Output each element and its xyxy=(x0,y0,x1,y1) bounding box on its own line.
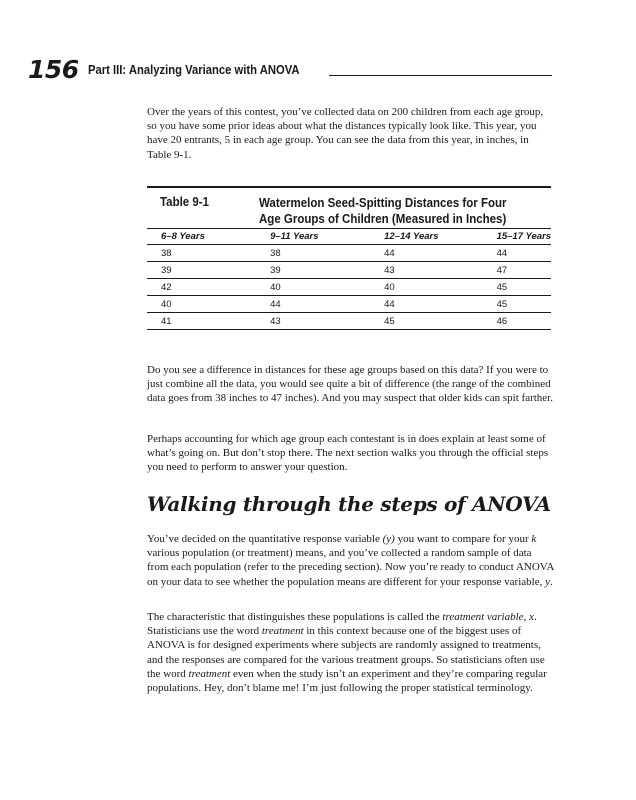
table-header-row xyxy=(147,229,551,245)
table-caption xyxy=(147,188,551,228)
table-title-line-1: Watermelon Seed-Spitting Distances for Four xyxy=(259,196,507,210)
table-cell: 47 xyxy=(483,262,551,279)
table-number: Table 9-1 xyxy=(160,195,210,209)
column-header: 9–11 Years xyxy=(256,229,370,245)
table-cell: 40 xyxy=(147,296,256,313)
text-run: various population (or treatment) means, and you’ve collected a random sample of data from each population (refer to the preceding section). Now you’re ready to conduct ANOVA on your data to see whether the population means are different for your response variable, xyxy=(147,547,554,588)
text-run: in this context because one of the biggest uses of ANOVA is for designed experiments where subjects are randomly assigned to treatments, and the responses are compared for the various treatment groups. So statisticians often use the word xyxy=(147,625,545,680)
emphasis: treatment variable, x xyxy=(442,611,534,623)
table-cell: 41 xyxy=(147,313,256,330)
emphasis: (y) xyxy=(382,533,395,545)
table-cell: 44 xyxy=(256,296,370,313)
body-paragraph: Perhaps accounting for which age group each contestant is in does explain at least some of what’s going on. But don’t stop there. The next section walks you through the official steps you need to perform to answer your question. xyxy=(147,433,549,474)
table-cell: 43 xyxy=(370,262,482,279)
data-table xyxy=(147,186,551,330)
table-cell: 45 xyxy=(483,296,551,313)
emphasis: treatment xyxy=(261,625,304,638)
table-cell: 39 xyxy=(147,262,256,279)
table-cell: 42 xyxy=(147,279,256,296)
column-header: 15–17 Years xyxy=(483,229,551,245)
column-header: 6–8 Years xyxy=(147,229,256,245)
text-run: even when the study isn’t an experiment and they’re comparing regular populations. Hey, don’t blame me! I’m just following the proper statistical terminology. xyxy=(147,667,547,695)
table-row xyxy=(147,245,551,262)
table-cell: 44 xyxy=(370,296,482,313)
column-header: 12–14 Years xyxy=(370,229,482,245)
page-header xyxy=(28,56,552,86)
table-row xyxy=(147,313,551,330)
table-cell: 43 xyxy=(256,313,370,330)
section-heading: Walking through the steps of ANOVA xyxy=(147,492,551,516)
page-number: 156 xyxy=(28,55,79,84)
body-paragraph: Do you see a difference in distances for these age groups based on this data? If you were to just combine all the data, you would see quite a bit of difference (the range of the combined data goes from 38 inches to 47 inches). And you may suspect that older kids can spit farther. xyxy=(147,364,553,405)
table-cell: 40 xyxy=(256,279,370,296)
table-title xyxy=(259,195,553,227)
table-cell: 45 xyxy=(370,313,482,330)
body-paragraph xyxy=(147,610,555,695)
table-title-line-2: Age Groups of Children (Measured in Inches) xyxy=(259,212,507,226)
table-cell: 38 xyxy=(256,245,370,262)
emphasis: k xyxy=(531,533,537,545)
running-head: Part III: Analyzing Variance with ANOVA xyxy=(88,63,300,77)
table-row xyxy=(147,279,551,296)
header-rule xyxy=(329,75,552,76)
body-paragraph xyxy=(147,532,555,589)
intro-paragraph: Over the years of this contest, you’ve collected data on 200 children from each age group, so you have some prior ideas about what the distances typically look like. This year, you have 20 entrants, 5 in each age group. You can see the data from this year, in inches, in Table 9-1. xyxy=(147,106,544,161)
table-cell: 45 xyxy=(483,279,551,296)
table-cell: 38 xyxy=(147,245,256,262)
text-run: . xyxy=(550,575,553,588)
table-row xyxy=(147,262,551,279)
table-row xyxy=(147,296,551,313)
table-cell: 39 xyxy=(256,262,370,279)
text-run: You’ve decided on the quantitative response variable xyxy=(147,533,383,545)
emphasis: y xyxy=(545,575,550,588)
distances-table xyxy=(147,229,551,330)
text-run: . Statisticians use the word xyxy=(147,611,537,638)
text-run: you want to compare for your xyxy=(394,533,532,545)
table-cell: 44 xyxy=(483,245,551,262)
table-cell: 44 xyxy=(370,245,482,262)
table-cell: 46 xyxy=(483,313,551,330)
emphasis: treatment xyxy=(188,667,231,680)
table-cell: 40 xyxy=(370,279,482,296)
text-run: The characteristic that distinguishes these populations is called the xyxy=(147,611,443,623)
